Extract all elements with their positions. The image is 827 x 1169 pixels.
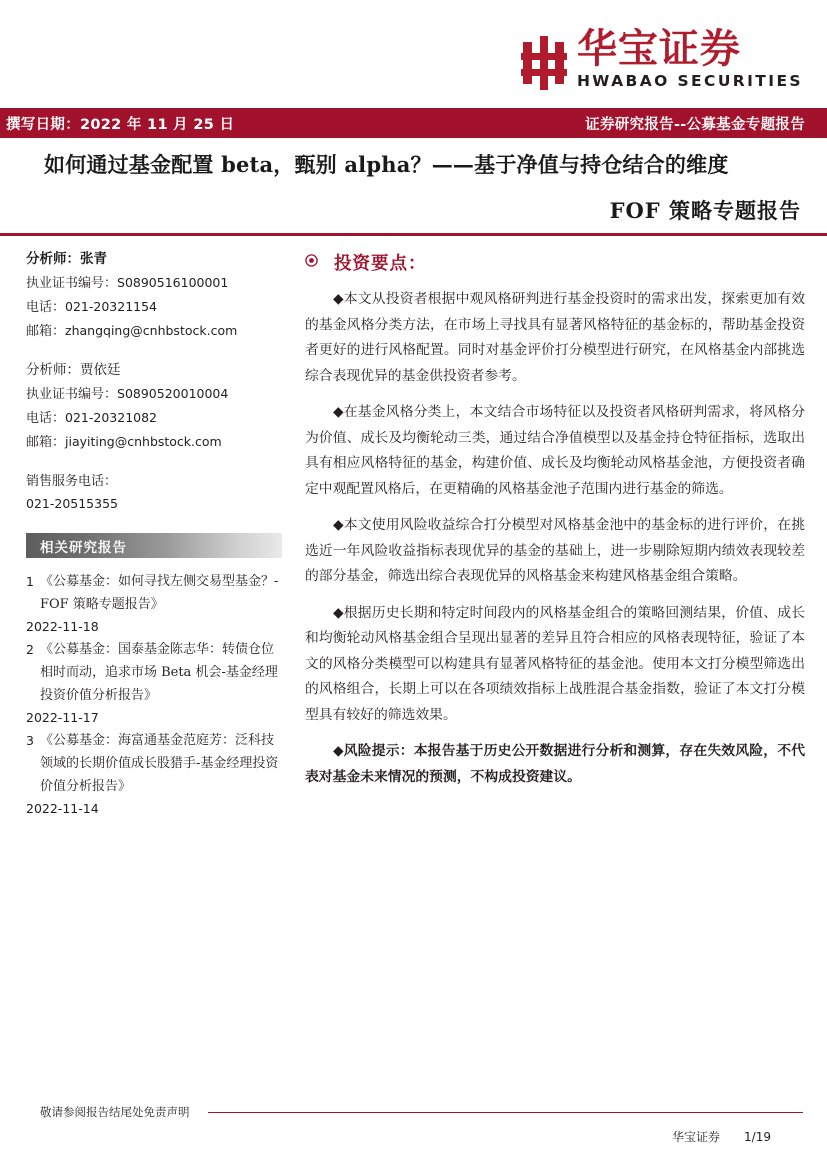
analyst-phone bbox=[26, 295, 282, 319]
page-subtitle: FOF 策略专题报告 bbox=[609, 198, 801, 223]
related-report-date: 2022-11-14 bbox=[26, 801, 99, 816]
main-content bbox=[305, 250, 805, 801]
page-footer bbox=[0, 1104, 827, 1145]
investment-highlights-heading bbox=[305, 250, 805, 275]
highlight-paragraph: ◆本文从投资者根据中观风格研判进行基金投资时的需求出发，探索更加有效的基金风格分类方法，在市场上寻找具有显著风格特征的基金标的，帮助基金投资者更好的进行风格配置。同时对基金评价打分模型进行研究，在风格基金内部挑选综合表现优异的基金供投资者参考。 bbox=[305, 291, 805, 384]
analyst-certificate bbox=[26, 271, 282, 295]
related-report-title[interactable] bbox=[26, 570, 282, 616]
sidebar bbox=[26, 248, 282, 820]
related-reports-list bbox=[26, 570, 282, 820]
write-date: 撰写日期：2022 年 11 月 25 日 bbox=[6, 116, 235, 133]
analyst-phone-label: 电话： bbox=[26, 411, 66, 426]
related-report-date: 2022-11-17 bbox=[26, 710, 99, 725]
analyst-phone-label: 电话： bbox=[26, 300, 66, 315]
related-report-date: 2022-11-18 bbox=[26, 619, 99, 634]
related-reports-header-label: 相关研究报告 bbox=[40, 539, 127, 556]
brand-name-en: HWABAO SECURITIES bbox=[576, 72, 803, 90]
list-item[interactable] bbox=[26, 570, 282, 638]
analyst-phone-value: 021-20321082 bbox=[65, 410, 158, 425]
highlight-paragraph: ◆本文使用风险收益综合打分模型对风格基金池中的基金标的进行评价，在挑选近一年风险收益指标表现优异的基金的基础上，进一步剔除短期内绩效表现较差的部分基金，筛选出综合表现优异的风格基金来构建风格基金组合策略。 bbox=[305, 517, 805, 584]
investment-highlights-title: 投资要点： bbox=[334, 254, 427, 274]
analyst-email bbox=[26, 319, 282, 343]
analyst-block-secondary bbox=[26, 359, 282, 454]
list-item[interactable] bbox=[26, 638, 282, 729]
sales-service-label: 销售服务电话： bbox=[26, 474, 118, 489]
highlight-paragraph: ◆在基金风格分类上，本文结合市场特征以及投资者风格研判需求，将风格分为价值、成长及均衡轮动三类，通过结合净值模型以及基金持仓特征指标，选取出具有相应风格特征的基金，构建价值、成长及均衡轮动风格基金池，方便投资者确定中观配置风格后，在更精确的风格基金池子范围内进行基金的筛选。 bbox=[305, 404, 805, 497]
report-meta-bar bbox=[0, 108, 827, 138]
footer-page-number: 1/19 bbox=[744, 1130, 771, 1144]
target-icon bbox=[305, 254, 318, 271]
analyst-email-value[interactable]: jiayiting@cnhbstock.com bbox=[65, 434, 222, 449]
brand-wordmark bbox=[577, 28, 803, 90]
risk-disclosure-paragraph: ◆风险提示：本报告基于历史公开数据进行分析和测算，存在失效风险，不代表对基金未来情况的预测，不构成投资建议。 bbox=[305, 743, 805, 785]
related-report-title[interactable] bbox=[26, 729, 282, 798]
analyst-certificate-value: S0890520010004 bbox=[117, 386, 229, 401]
analyst-name: 分析师：贾依廷 bbox=[26, 362, 121, 378]
footer-divider bbox=[208, 1112, 804, 1113]
brand-name-cn: 华宝证券 bbox=[576, 26, 741, 72]
analyst-email-value[interactable]: zhangqing@cnhbstock.com bbox=[65, 323, 238, 338]
list-item[interactable] bbox=[26, 729, 282, 820]
highlight-paragraph: ◆根据历史长期和特定时间段内的风格基金组合的策略回测结果，价值、成长和均衡轮动风格基金组合呈现出显著的差异且符合相应的风格表现特征，验证了本文的风格分类模型可以构建具有显著风格特征的基金池。使用本文打分模型筛选出的风格组合，长期上可以在各项绩效指标上战胜混合基金指数，验证了本文打分模型具有较好的筛选效果。 bbox=[305, 604, 805, 723]
hwabao-logo-mark-icon bbox=[521, 36, 567, 90]
title-divider bbox=[0, 233, 827, 236]
related-report-index: 2 bbox=[26, 642, 34, 657]
analyst-email-label: 邮箱： bbox=[26, 435, 66, 450]
analyst-certificate bbox=[26, 382, 282, 406]
analyst-name: 分析师：张青 bbox=[26, 251, 107, 267]
related-report-text[interactable]: 《公募基金：如何寻找左侧交易型基金？-FOF 策略专题报告》 bbox=[39, 574, 279, 612]
footer-top-row bbox=[0, 1104, 827, 1120]
analyst-certificate-label: 执业证书编号： bbox=[26, 276, 118, 291]
report-category: 证券研究报告--公募基金专题报告 bbox=[585, 116, 805, 133]
related-report-text[interactable]: 《公募基金：国泰基金陈志华：转债仓位相时而动，追求市场 Beta 机会-基金经理投资价值分析报告》 bbox=[39, 642, 278, 703]
analyst-certificate-label: 执业证书编号： bbox=[26, 387, 118, 402]
brand-logo bbox=[521, 28, 803, 90]
analyst-email-label: 邮箱： bbox=[26, 324, 66, 339]
analyst-phone bbox=[26, 406, 282, 430]
related-report-index: 3 bbox=[26, 733, 34, 748]
related-report-text[interactable]: 《公募基金：海富通基金范庭芳：泛科技领域的长期价值成长股猎手-基金经理投资价值分析报告》 bbox=[39, 733, 279, 794]
analyst-email bbox=[26, 430, 282, 454]
footer-brand: 华宝证券 bbox=[672, 1130, 721, 1144]
footer-bottom-row bbox=[0, 1120, 827, 1145]
related-reports-header bbox=[26, 533, 282, 558]
page-title: 如何通过基金配置 beta，甄别 alpha？——基于净值与持仓结合的维度 bbox=[44, 152, 729, 177]
related-report-title[interactable] bbox=[26, 638, 282, 707]
analyst-certificate-value: S0890516100001 bbox=[117, 275, 229, 290]
sales-service-phone: 021-20515355 bbox=[26, 496, 118, 511]
analyst-phone-value: 021-20321154 bbox=[65, 299, 158, 314]
related-report-index: 1 bbox=[26, 574, 34, 589]
sales-service-block bbox=[26, 470, 282, 515]
analyst-block-primary bbox=[26, 248, 282, 343]
footer-disclaimer: 敬请参阅报告结尾处免责声明 bbox=[40, 1105, 190, 1119]
